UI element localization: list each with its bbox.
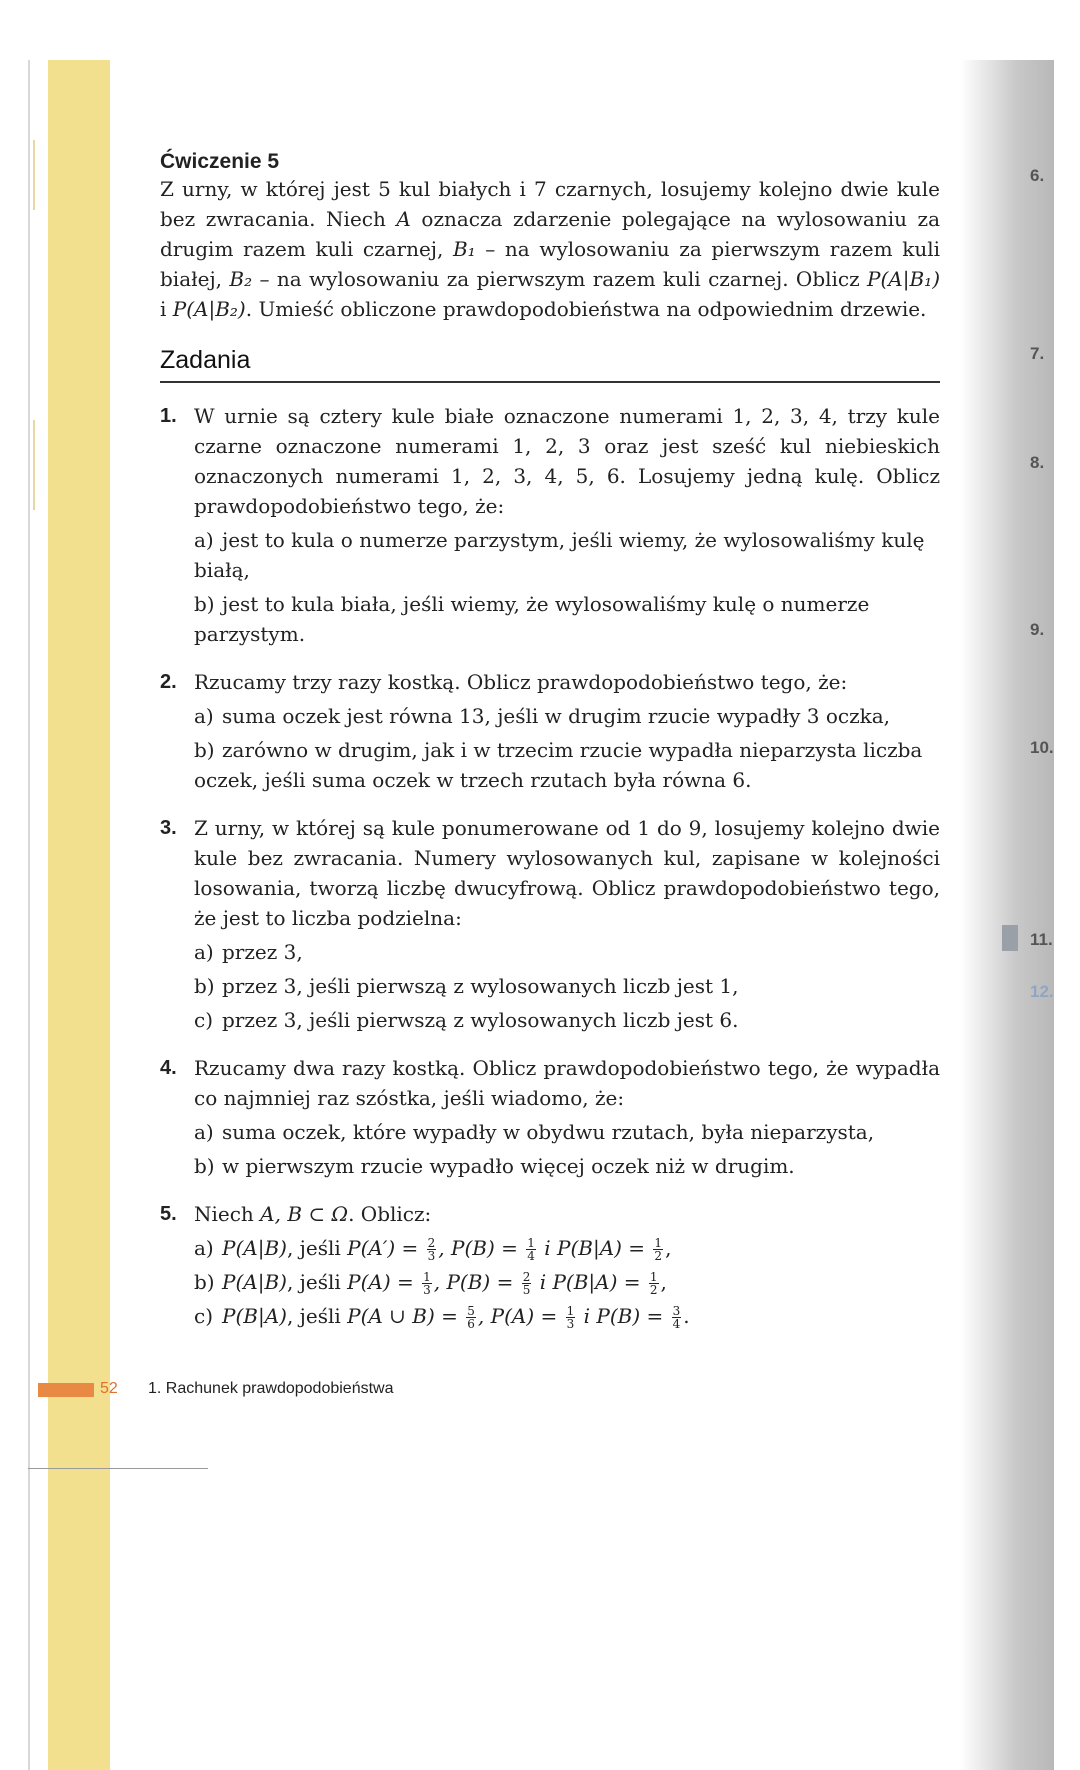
side-tab-8: 8. [1030, 453, 1045, 472]
task-text: W urnie są cztery kule białe oznaczone numerami 1, 2, 3, 4, trzy kule czarne oznaczone numerami 1, 2, 3 oraz jest sześć kul niebieskich oznaczonych numerami 1, 2, 3, 4, 5, 6. Losujemy jedną kulę. Oblicz prawdopodobieństwo tego, że: [194, 404, 940, 518]
margin-mark [33, 140, 35, 210]
fraction: $\frac{2}{3}$ [427, 1236, 436, 1263]
task-number: 4. [160, 1057, 177, 1079]
task-number: 1. [160, 405, 177, 427]
page-number: 52 [100, 1380, 118, 1397]
fraction: $\frac{3}{4}$ [672, 1304, 681, 1331]
side-tab-11: 11. [1030, 930, 1053, 949]
page-edge-line [28, 60, 30, 1770]
task-subitem: c) przez 3, jeśli pierwszą z wylosowanych liczb jest 6. [194, 1008, 739, 1032]
footer-accent-bar [38, 1383, 94, 1397]
task-text: Rzucamy dwa razy kostką. Oblicz prawdopodobieństwo tego, że wypadła co najmniej raz szóstka, jeśli wiadomo, że: [194, 1056, 940, 1110]
task-5 [160, 1199, 940, 1331]
page-gutter-shadow [960, 60, 1054, 1770]
task-subitem: b) zarówno w drugim, jak i w trzecim rzucie wypadła nieparzysta liczba oczek, jeśli suma oczek w trzech rzutach była równa 6. [194, 738, 923, 792]
task-1 [160, 401, 940, 649]
bottom-rule [28, 1468, 208, 1469]
fraction: $\frac{1}{2}$ [649, 1270, 658, 1297]
task-subitem: a) suma oczek jest równa 13, jeśli w drugim rzucie wypadły 3 oczka, [194, 704, 891, 728]
exercise-text: Z urny, w której jest 5 kul białych i 7 czarnych, losujemy kolejno dwie kule bez zwracania. Niech A oznacza zdarzenie polegające na wylosowaniu za drugim razem kuli czarnej, B₁ – na wylosowaniu za pierwszym razem kuli białej, B₂ – na wylosowaniu za pierwszym razem kuli czarnej. Oblicz P(A|B₁) i P(A|B₂). Umieść obliczone prawdopodobieństwa na odpowiednim drzewie. [160, 177, 941, 321]
fraction: $\frac{2}{5}$ [522, 1270, 531, 1297]
task-text: Rzucamy trzy razy kostką. Oblicz prawdopodobieństwo tego, że: [194, 670, 848, 694]
fraction: $\frac{1}{3}$ [566, 1304, 575, 1331]
task-subitem: b) przez 3, jeśli pierwszą z wylosowanych liczb jest 1, [194, 974, 739, 998]
task-subitem: a) jest to kula o numerze parzystym, jeśli wiemy, że wylosowaliśmy kulę białą, [194, 528, 925, 582]
side-tab-10: 10. [1030, 738, 1054, 757]
section-heading: Zadania [160, 346, 940, 383]
margin-mark [33, 420, 35, 510]
task-subitem: a) przez 3, [194, 940, 303, 964]
side-tab-7: 7. [1030, 344, 1045, 363]
exercise-title: Ćwiczenie 5 [160, 150, 280, 173]
task-subitem: b) jest to kula biała, jeśli wiemy, że wylosowaliśmy kulę o numerze parzystym. [194, 592, 870, 646]
task-2 [160, 667, 940, 795]
task-3 [160, 813, 940, 1035]
task-number: 2. [160, 671, 177, 693]
task-number: 3. [160, 817, 177, 839]
side-tab-6: 6. [1030, 166, 1045, 185]
side-tab-12: 12. [1030, 982, 1054, 1001]
task-text: Z urny, w której są kule ponumerowane od 1 do 9, losujemy kolejno dwie kule bez zwracania. Numery wylosowanych kul, zapisane w kolejności losowania, tworzą liczbę dwucyfrową. Oblicz prawdopodobieństwo tego, że jest to liczba podzielna: [194, 816, 940, 930]
page-content [160, 150, 940, 1331]
chapter-title: 1. Rachunek prawdopodobieństwa [148, 1380, 394, 1397]
task-subitem: a) suma oczek, które wypadły w obydwu rzutach, była nieparzysta, [194, 1120, 875, 1144]
task-subitem: c) P(B|A), jeśli P(A ∪ B) = $\frac{5}{6}$ , P(A) = $\frac{1}{3}$ i P(B) = $\frac{3}{4}$ . [194, 1304, 690, 1331]
fraction: $\frac{1}{4}$ [527, 1236, 535, 1263]
side-tab-marker [1002, 925, 1018, 951]
task-number: 5. [160, 1203, 177, 1225]
fraction: $\frac{1}{3}$ [423, 1270, 431, 1297]
task-subitem: b) P(A|B), jeśli P(A) = $\frac{1}{3}$ , P(B) = $\frac{2}{5}$ i P(B|A) = $\frac{1}{2}$ , [194, 1270, 667, 1297]
fraction: $\frac{1}{2}$ [654, 1236, 663, 1263]
side-tab-9: 9. [1030, 620, 1045, 639]
task-text: Niech A, B ⊂ Ω. Oblicz: [194, 1202, 432, 1226]
fraction: $\frac{5}{6}$ [467, 1304, 475, 1331]
page-footer [0, 1380, 1080, 1404]
task-subitem: a) P(A|B), jeśli P(A′) = $\frac{2}{3}$ , P(B) = $\frac{1}{4}$ i P(B|A) = $\frac{1}{2}$ , [194, 1236, 672, 1263]
task-subitem: b) w pierwszym rzucie wypadło więcej oczek niż w drugim. [194, 1154, 795, 1178]
task-4 [160, 1053, 940, 1181]
margin-color-band [48, 60, 110, 1770]
